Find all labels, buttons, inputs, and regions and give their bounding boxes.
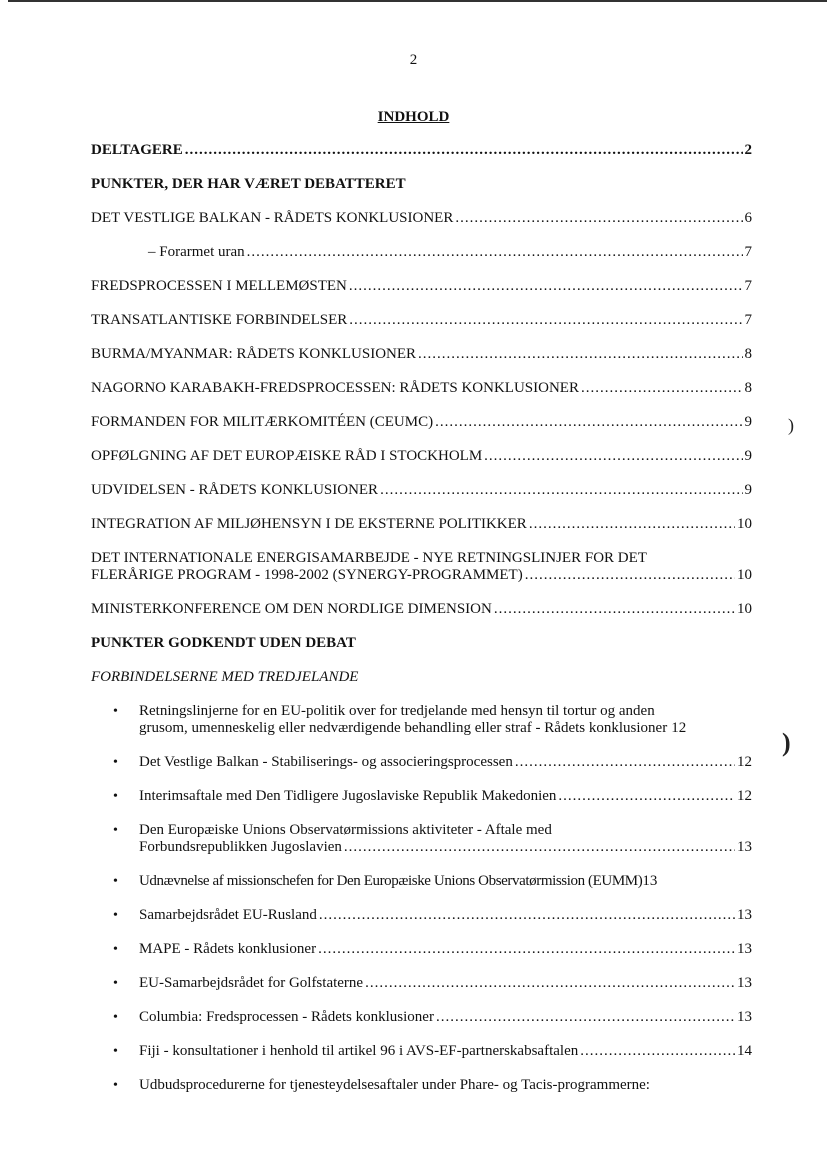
toc-entry-title: Udnævnelse af missionschefen for Den Europæiske Unions Observatørmission (EUMM): [139, 873, 643, 889]
toc-page-number: 7: [744, 312, 752, 328]
table-of-contents: [91, 142, 752, 1111]
toc-bullet-entry[interactable]: [91, 788, 752, 805]
toc-page-number: 13: [737, 839, 752, 855]
toc-bullet-entry[interactable]: [91, 754, 752, 771]
toc-entry-line: Den Europæiske Unions Observatørmissions aktiviteter - Aftale med: [139, 822, 552, 838]
toc-entry-title: NAGORNO KARABAKH-FREDSPROCESSEN: RÅDETS KONKLUSIONER: [91, 380, 579, 396]
toc-entry[interactable]: [91, 312, 752, 329]
bullet-icon: •: [113, 755, 118, 770]
toc-page-number: 13: [737, 1009, 752, 1025]
toc-entry-title: DELTAGERE: [91, 142, 183, 158]
toc-entry[interactable]: [91, 516, 752, 533]
toc-entry-title: Fiji - konsultationer i henhold til artikel 96 i AVS-EF-partnerskabsaftalen: [139, 1043, 579, 1059]
leader-dots: [349, 278, 743, 295]
toc-entry-title: Interimsaftale med Den Tidligere Jugoslaviske Republik Makedonien: [139, 788, 557, 804]
toc-entry-title: FREDSPROCESSEN I MELLEMØSTEN: [91, 278, 347, 294]
toc-entry-title: BURMA/MYANMAR: RÅDETS KONKLUSIONER: [91, 346, 417, 362]
leader-dots: [418, 346, 742, 363]
leader-dots: [494, 601, 735, 618]
toc-entry-line: Forbundsrepublikken Jugoslavien: [139, 839, 342, 855]
toc-bullet-entry[interactable]: [91, 907, 752, 924]
leader-dots: [365, 975, 735, 992]
leader-dots: [525, 567, 735, 584]
toc-entry-title: MAPE - Rådets konklusioner: [139, 941, 317, 957]
toc-entry-energy[interactable]: [91, 550, 752, 584]
toc-page-number: 13: [642, 873, 658, 889]
toc-page-number: 9: [744, 448, 752, 464]
toc-entry-title: Udbudsprocedurerne for tjenesteydelsesaftaler under Phare- og Tacis-programmerne:: [139, 1077, 650, 1093]
toc-entry[interactable]: [91, 380, 752, 397]
toc-entry-title: EU-Samarbejdsrådet for Golfstaterne: [139, 975, 364, 991]
leader-dots: [318, 941, 735, 958]
toc-entry-title: UDVIDELSEN - RÅDETS KONKLUSIONER: [91, 482, 379, 498]
toc-page-number: 2: [744, 142, 752, 158]
leader-dots: [185, 142, 743, 159]
toc-entry[interactable]: [91, 414, 752, 431]
toc-entry-title: INTEGRATION AF MILJØHENSYN I DE EKSTERNE POLITIKKER: [91, 516, 527, 532]
toc-entry-title: Det Vestlige Balkan - Stabiliserings- og associeringsprocessen: [139, 754, 513, 770]
toc-page-number: 9: [744, 482, 752, 498]
toc-entry-line: grusom, umenneskelig eller nedværdigende behandling eller straf - Rådets konklusioner: [139, 720, 668, 736]
toc-page-number: 8: [744, 346, 752, 362]
toc-entry-title: MINISTERKONFERENCE OM DEN NORDLIGE DIMENSION: [91, 601, 492, 617]
toc-heading: INDHOLD: [377, 109, 450, 125]
leader-dots: [484, 448, 742, 465]
scan-artifact: ): [788, 415, 794, 435]
toc-entry[interactable]: [91, 244, 752, 261]
scan-artifact: ): [782, 728, 791, 757]
toc-entry-title: TRANSATLANTISKE FORBINDELSER: [91, 312, 348, 328]
bullet-icon: •: [113, 1078, 118, 1093]
toc-page-number: 8: [744, 380, 752, 396]
section-heading-debated: PUNKTER, DER HAR VÆRET DEBATTERET: [91, 176, 406, 192]
bullet-icon: •: [113, 823, 118, 838]
toc-entry-title: DET VESTLIGE BALKAN - RÅDETS KONKLUSIONER: [91, 210, 454, 226]
leader-dots: [581, 380, 743, 397]
toc-entry-title: FORMANDEN FOR MILITÆRKOMITÉEN (CEUMC): [91, 414, 434, 430]
leader-dots: [247, 244, 743, 261]
leader-dots: [435, 414, 742, 431]
toc-page-number: 12: [737, 754, 752, 770]
toc-page-number: 12: [737, 788, 752, 804]
bullet-icon: •: [113, 976, 118, 991]
bullet-icon: •: [113, 1044, 118, 1059]
toc-page-number: 9: [744, 414, 752, 430]
bullet-icon: •: [113, 1010, 118, 1025]
leader-dots: [319, 907, 735, 924]
toc-page-number: 14: [737, 1043, 752, 1059]
leader-dots: [436, 1009, 735, 1026]
toc-entry[interactable]: [91, 278, 752, 295]
leader-dots: [558, 788, 735, 805]
toc-entry-line: DET INTERNATIONALE ENERGISAMARBEJDE - NYE RETNINGSLINJER FOR DET: [91, 550, 647, 566]
toc-page-number: 7: [744, 278, 752, 294]
toc-entry[interactable]: [91, 210, 752, 227]
toc-page-number: 13: [737, 975, 752, 991]
subsection-heading: FORBINDELSERNE MED TREDJELANDE: [91, 669, 359, 685]
bullet-icon: •: [113, 704, 118, 719]
toc-entry[interactable]: [91, 142, 752, 159]
leader-dots: [515, 754, 735, 771]
toc-entry-title: OPFØLGNING AF DET EUROPÆISKE RÅD I STOCKHOLM: [91, 448, 483, 464]
top-rule: [8, 0, 827, 2]
toc-bullet-entry[interactable]: [91, 822, 752, 856]
leader-dots: [455, 210, 742, 227]
section-heading-no-debate: PUNKTER GODKENDT UDEN DEBAT: [91, 635, 356, 651]
toc-bullet-entry[interactable]: [91, 873, 752, 890]
toc-entry[interactable]: [91, 448, 752, 465]
leader-dots: [580, 1043, 735, 1060]
leader-dots: [529, 516, 735, 533]
toc-page-number: 10: [737, 516, 752, 532]
bullet-icon: •: [113, 908, 118, 923]
toc-entry-title: Samarbejdsrådet EU-Rusland: [139, 907, 317, 923]
bullet-icon: •: [113, 942, 118, 957]
toc-entry-title: – Forarmet uran: [148, 244, 245, 260]
bullet-icon: •: [113, 874, 118, 889]
toc-bullet-entry[interactable]: [91, 1009, 752, 1026]
toc-bullet-entry[interactable]: [91, 1043, 752, 1060]
toc-page-number: 10: [737, 567, 752, 583]
bullet-icon: •: [113, 789, 118, 804]
toc-entry-title: Columbia: Fredsprocessen - Rådets konklusioner: [139, 1009, 434, 1025]
toc-entry-line: Retningslinjerne for en EU-politik over for tredjelande med hensyn til tortur og anden: [139, 703, 655, 719]
toc-entry-line: FLERÅRIGE PROGRAM - 1998-2002 (SYNERGY-PROGRAMMET): [91, 567, 523, 583]
toc-entry[interactable]: [91, 601, 752, 618]
toc-page-number: 13: [737, 941, 752, 957]
page-number: 2: [409, 52, 418, 68]
toc-page-number: 13: [737, 907, 752, 923]
toc-page-number: 7: [744, 244, 752, 260]
toc-page-number: 10: [737, 601, 752, 617]
toc-entry[interactable]: [91, 346, 752, 363]
leader-dots: [349, 312, 742, 329]
toc-bullet-entry[interactable]: [91, 703, 752, 737]
toc-page-number: 12: [671, 720, 687, 736]
leader-dots: [344, 839, 735, 856]
leader-dots: [380, 482, 742, 499]
toc-entry[interactable]: [91, 482, 752, 499]
toc-bullet-entry[interactable]: [91, 1077, 752, 1094]
toc-bullet-entry[interactable]: [91, 975, 752, 992]
toc-bullet-entry[interactable]: [91, 941, 752, 958]
toc-page-number: 6: [744, 210, 752, 226]
